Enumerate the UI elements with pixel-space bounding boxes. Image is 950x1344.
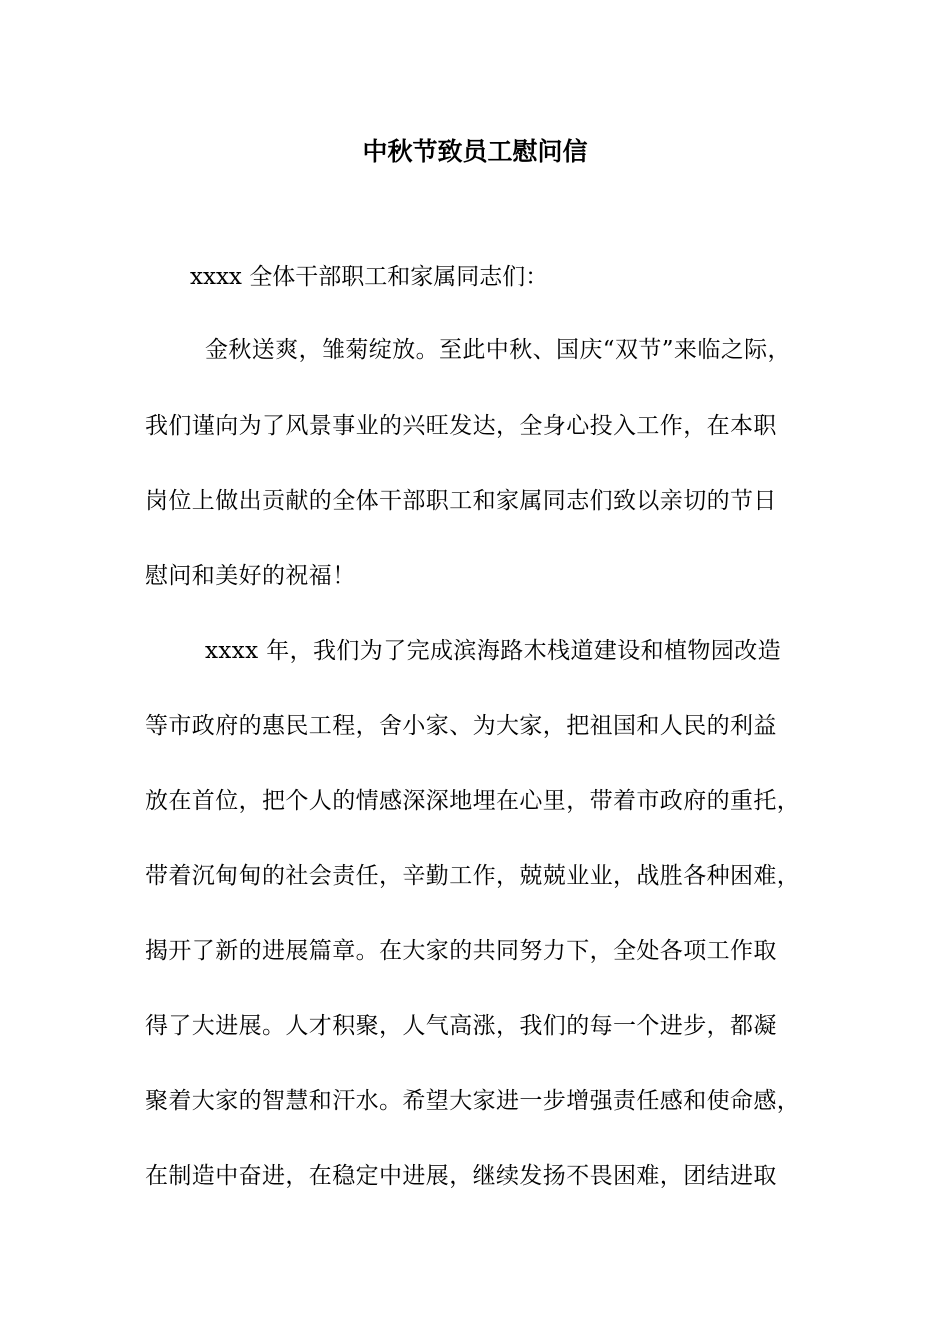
body-line: 我们谨向为了风景事业的兴旺发达，全身心投入工作，在本职: [145, 413, 777, 439]
body-line: 岗位上做出贡献的全体干部职工和家属同志们致以亲切的节日: [145, 488, 777, 514]
body-line: 慰问和美好的祝福！: [145, 563, 356, 589]
body-line: 在制造中奋进，在稳定中进展，继续发扬不畏困难，团结进取: [145, 1163, 777, 1189]
body-line: 带着沉甸甸的社会责任，辛勤工作，兢兢业业，战胜各种困难，: [145, 863, 801, 889]
body-line: 聚着大家的智慧和汗水。希望大家进一步增强责任感和使命感，: [145, 1088, 801, 1114]
body-line: 揭开了新的进展篇章。在大家的共同努力下，全处各项工作取: [145, 938, 777, 964]
body-line: 等市政府的惠民工程，舍小家、为大家，把祖国和人民的利益: [145, 713, 777, 739]
body-line: xxxx 年，我们为了完成滨海路木栈道建设和植物园改造: [205, 638, 781, 664]
body-line: 金秋送爽，雏菊绽放。至此中秋、国庆“双节”来临之际，: [205, 337, 791, 363]
body-line: 放在首位，把个人的情感深深地埋在心里，带着市政府的重托，: [145, 788, 801, 814]
letter-salutation: xxxx 全体干部职工和家属同志们：: [190, 264, 549, 290]
body-line: 得了大进展。人才积聚，人气高涨，我们的每一个进步，都凝: [145, 1013, 777, 1039]
letter-title: 中秋节致员工慰问信: [362, 137, 588, 166]
